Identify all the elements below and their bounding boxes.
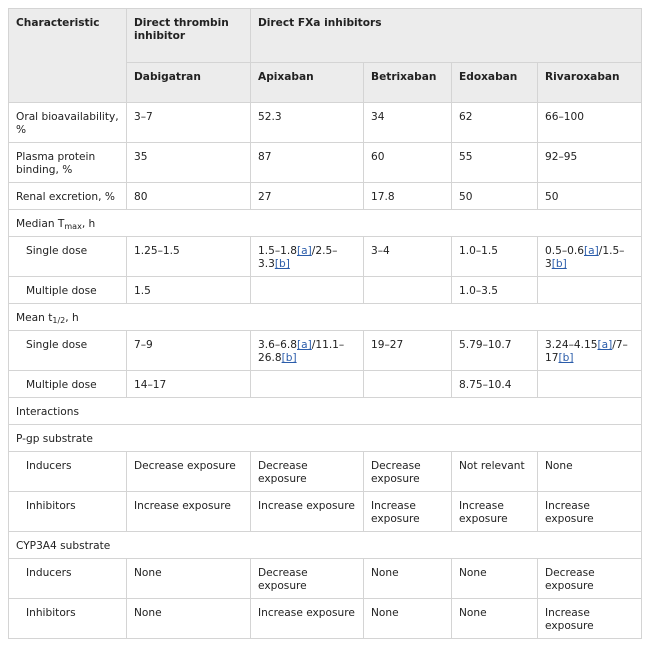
value-a: 0.5–0.6	[545, 245, 584, 257]
cell-apixaban	[251, 277, 364, 304]
header-dabigatran: Dabigatran	[127, 63, 251, 103]
row-cyp3a4-substrate	[9, 532, 642, 559]
cell-edoxaban: None	[452, 599, 538, 639]
cell-edoxaban: Not relevant	[452, 452, 538, 492]
cell-rivaroxaban	[538, 237, 642, 277]
cell-apixaban: Decrease exposure	[251, 452, 364, 492]
row-renal-excretion	[9, 183, 642, 210]
cell-dabigatran: 35	[127, 143, 251, 183]
row-label: Single dose	[9, 331, 127, 371]
cell-apixaban: Increase exposure	[251, 599, 364, 639]
cell-dabigatran: 80	[127, 183, 251, 210]
cell-betrixaban: None	[364, 559, 452, 599]
row-tmax-single-dose	[9, 237, 642, 277]
row-thalf-multiple-dose	[9, 371, 642, 398]
cell-betrixaban: 3–4	[364, 237, 452, 277]
ref-b-link[interactable]: [b]	[551, 258, 567, 270]
row-label: Inhibitors	[9, 492, 127, 532]
row-label: Single dose	[9, 237, 127, 277]
cell-apixaban: Decrease exposure	[251, 559, 364, 599]
row-label: Inhibitors	[9, 599, 127, 639]
value-b: /7–17	[545, 339, 628, 364]
row-label: Inducers	[9, 452, 127, 492]
cell-dabigatran: Decrease exposure	[127, 452, 251, 492]
row-label: Renal excretion, %	[9, 183, 127, 210]
cell-dabigatran: Increase exposure	[127, 492, 251, 532]
ref-b-link[interactable]: [b]	[274, 258, 290, 270]
value-b: /1.5–3	[545, 245, 625, 270]
cell-apixaban	[251, 331, 364, 371]
header-edoxaban: Edoxaban	[452, 63, 538, 103]
cell-rivaroxaban	[538, 331, 642, 371]
row-median-tmax	[9, 210, 642, 237]
cell-apixaban: Increase exposure	[251, 492, 364, 532]
cell-rivaroxaban	[538, 277, 642, 304]
cell-edoxaban: 62	[452, 103, 538, 143]
cell-edoxaban: 1.0–3.5	[452, 277, 538, 304]
row-interactions	[9, 398, 642, 425]
cell-rivaroxaban	[538, 371, 642, 398]
cell-edoxaban: 55	[452, 143, 538, 183]
ref-a-link[interactable]: [a]	[297, 245, 312, 257]
cell-apixaban	[251, 371, 364, 398]
header-apixaban: Apixaban	[251, 63, 364, 103]
cell-dabigatran: 3–7	[127, 103, 251, 143]
cell-edoxaban: 5.79–10.7	[452, 331, 538, 371]
cell-dabigatran: None	[127, 599, 251, 639]
tmax-label-sub: max	[64, 222, 82, 231]
cell-dabigatran: 7–9	[127, 331, 251, 371]
cell-betrixaban: 19–27	[364, 331, 452, 371]
cell-rivaroxaban: None	[538, 452, 642, 492]
cell-rivaroxaban: Increase exposure	[538, 492, 642, 532]
value-b: /2.5–3.3	[258, 245, 338, 270]
tmax-label-pre: Median T	[16, 218, 65, 230]
cell-apixaban: 87	[251, 143, 364, 183]
thalf-label-post: , h	[65, 312, 79, 324]
ref-a-link[interactable]: [a]	[297, 339, 312, 351]
tmax-label-post: , h	[81, 218, 96, 230]
section-mean-thalf	[9, 304, 642, 331]
cell-apixaban: 27	[251, 183, 364, 210]
row-tmax-multiple-dose	[9, 277, 642, 304]
header-betrixaban: Betrixaban	[364, 63, 452, 103]
ref-b-link[interactable]: [b]	[558, 352, 574, 364]
cell-rivaroxaban: 66–100	[538, 103, 642, 143]
cell-edoxaban: Increase exposure	[452, 492, 538, 532]
cell-dabigatran: 1.25–1.5	[127, 237, 251, 277]
row-label: Plasma protein binding, %	[9, 143, 127, 183]
cell-betrixaban: 60	[364, 143, 452, 183]
header-direct-thrombin: Direct thrombin inhibitor	[127, 9, 251, 63]
row-cyp-inhibitors	[9, 599, 642, 639]
cell-apixaban	[251, 237, 364, 277]
cell-edoxaban: 1.0–1.5	[452, 237, 538, 277]
cell-betrixaban: Decrease exposure	[364, 452, 452, 492]
cell-betrixaban: 34	[364, 103, 452, 143]
cell-betrixaban	[364, 371, 452, 398]
thalf-label-pre: Mean t	[16, 312, 53, 324]
cell-rivaroxaban: 50	[538, 183, 642, 210]
row-pgp-inducers	[9, 452, 642, 492]
section-median-tmax	[9, 210, 642, 237]
section-cyp3a4-substrate: CYP3A4 substrate	[9, 532, 642, 559]
cell-apixaban: 52.3	[251, 103, 364, 143]
cell-betrixaban: Increase exposure	[364, 492, 452, 532]
value-a: 3.24–4.15	[545, 339, 598, 351]
thalf-label-sub: 1/2	[52, 316, 66, 325]
cell-edoxaban: 50	[452, 183, 538, 210]
row-label: Multiple dose	[9, 277, 127, 304]
cell-betrixaban: None	[364, 599, 452, 639]
value-a: 1.5–1.8	[258, 245, 297, 257]
row-oral-bioavailability	[9, 103, 642, 143]
pharmacokinetics-table	[8, 8, 642, 639]
row-mean-thalf	[9, 304, 642, 331]
header-characteristic: Characteristic	[9, 9, 127, 103]
row-label: Multiple dose	[9, 371, 127, 398]
cell-edoxaban: None	[452, 559, 538, 599]
header-row-1	[9, 9, 642, 63]
section-pgp-substrate: P-gp substrate	[9, 425, 642, 452]
ref-b-link[interactable]: [b]	[281, 352, 297, 364]
row-cyp-inducers	[9, 559, 642, 599]
value-a: 3.6–6.8	[258, 339, 297, 351]
row-plasma-protein-binding	[9, 143, 642, 183]
header-rivaroxaban: Rivaroxaban	[538, 63, 642, 103]
row-pgp-substrate	[9, 425, 642, 452]
cell-rivaroxaban: Decrease exposure	[538, 559, 642, 599]
cell-rivaroxaban: 92–95	[538, 143, 642, 183]
cell-rivaroxaban: Increase exposure	[538, 599, 642, 639]
cell-betrixaban	[364, 277, 452, 304]
cell-dabigatran: None	[127, 559, 251, 599]
value-b: /11.1–26.8	[258, 339, 345, 364]
cell-betrixaban: 17.8	[364, 183, 452, 210]
row-label: Inducers	[9, 559, 127, 599]
cell-edoxaban: 8.75–10.4	[452, 371, 538, 398]
row-thalf-single-dose	[9, 331, 642, 371]
ref-a-link[interactable]: [a]	[584, 245, 599, 257]
row-label: Oral bioavailability, %	[9, 103, 127, 143]
cell-dabigatran: 1.5	[127, 277, 251, 304]
ref-a-link[interactable]: [a]	[597, 339, 613, 351]
row-pgp-inhibitors	[9, 492, 642, 532]
section-interactions: Interactions	[9, 398, 642, 425]
header-direct-fxa: Direct FXa inhibitors	[251, 9, 642, 63]
cell-dabigatran: 14–17	[127, 371, 251, 398]
